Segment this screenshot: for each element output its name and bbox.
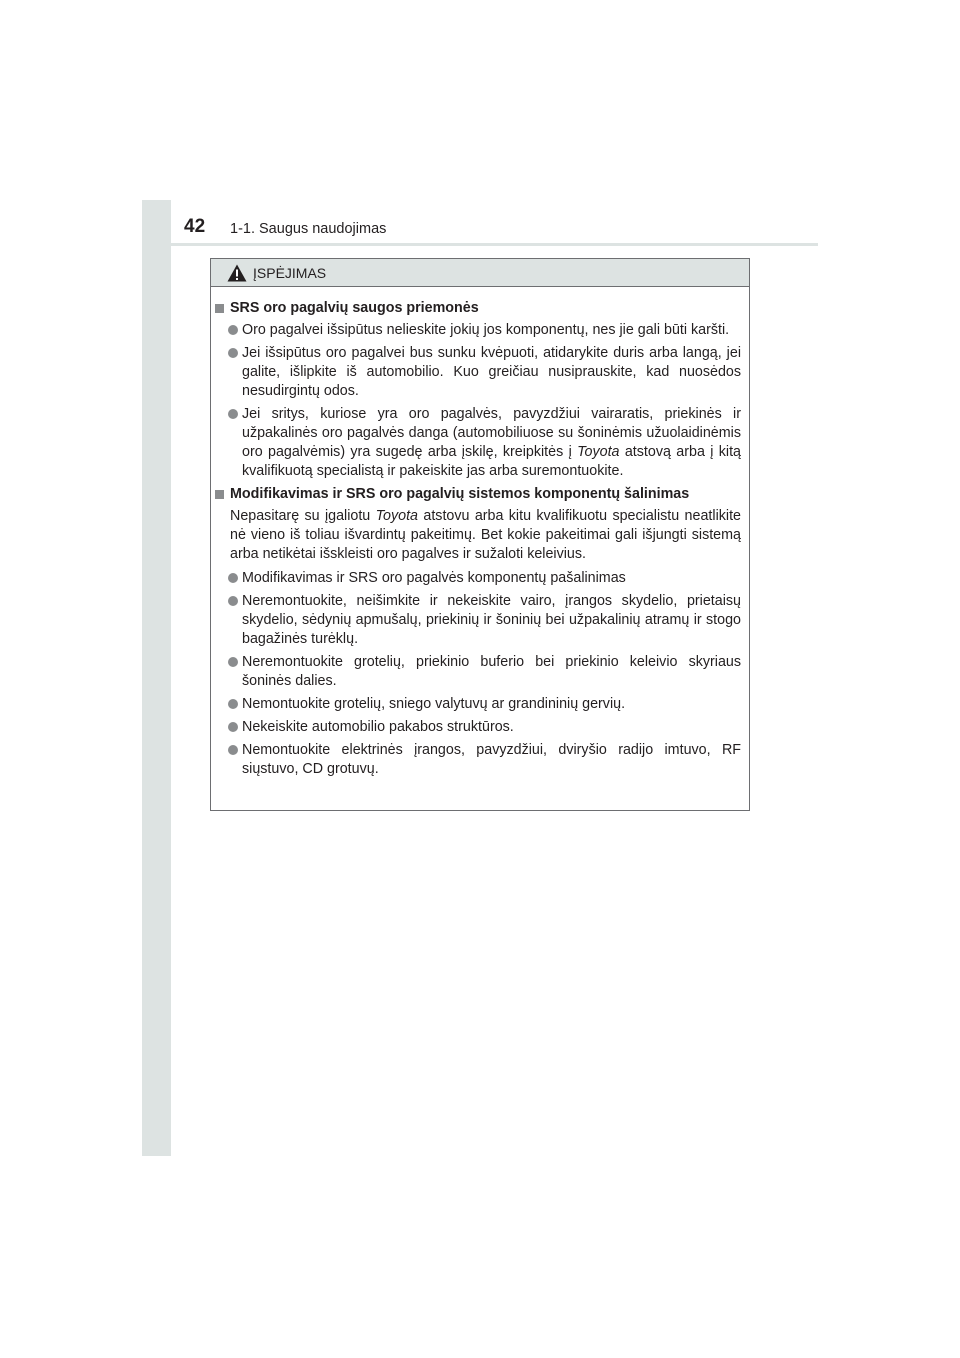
page-number: 42	[184, 216, 206, 237]
header-rule	[171, 243, 818, 246]
list-item: Jei sritys, kuriose yra oro pagalvės, pavyzdžiui vairaratis, priekinės ir užpakalinės oro pagalvės danga (automobiliuose su šoninėmis užuolaidinėmis oro pagalvėmis) yra sugedę arba įskilę, kreipkitės į Toyota atstovą arba į kitą kvalifikuotą specialistą ir pakeiskite jas arba suremontuokite.	[211, 405, 741, 481]
list-item: Neremontuokite, neišimkite ir nekeiskite vairo, įrangos skydelio, prietaisų skydelio, sėdynių apmušalų, priekinių ir šoninių bei užpakalinių atramų ir stogo bagažinės turėklų.	[211, 592, 741, 649]
topic-heading-text: Modifikavimas ir SRS oro pagalvių sistemos komponentų šalinimas	[230, 486, 690, 502]
page-side-tab	[142, 200, 171, 1156]
round-bullet-icon	[228, 699, 238, 709]
section-title: 1-1. Saugus naudojimas	[230, 221, 387, 237]
topic-heading-text: SRS oro pagalvių saugos priemonės	[230, 300, 479, 316]
warning-box	[210, 258, 750, 811]
list-item: Nemontuokite grotelių, sniego valytuvų ar grandininių gervių.	[211, 695, 741, 714]
round-bullet-icon	[228, 573, 238, 583]
list-item: Oro pagalvei išsipūtus nelieskite jokių jos komponentų, nes jie gali būti karšti.	[211, 321, 741, 340]
list-item: Modifikavimas ir SRS oro pagalvės komponentų pašalinimas	[211, 569, 741, 588]
round-bullet-icon	[228, 348, 238, 358]
round-bullet-icon	[228, 722, 238, 732]
list-item: Jei išsipūtus oro pagalvei bus sunku kvėpuoti, atidarykite duris arba langą, jei galite, išlipkite iš automobilio. Kuo greičiau nusiprauskite, kad nuosėdos nesudirgintų odos.	[211, 344, 741, 401]
brand-name: Toyota	[375, 508, 419, 524]
warning-header	[211, 259, 749, 287]
round-bullet-icon	[228, 325, 238, 335]
list-item: Nemontuokite elektrinės įrangos, pavyzdžiui, dviryšio radijo imtuvo, RF siųstuvo, CD grotuvų.	[211, 741, 741, 779]
brand-name: Toyota	[577, 444, 620, 460]
list-item: Nekeiskite automobilio pakabos struktūros.	[211, 718, 741, 737]
warning-title: ĮSPĖJIMAS	[253, 265, 327, 281]
square-bullet-icon	[215, 304, 224, 313]
list-item: Neremontuokite grotelių, priekinio buferio bei priekinio keleivio skyriaus šoninės dalies.	[211, 653, 741, 691]
paragraph: Nepasitarę su įgaliotu Toyota atstovu arba kitu kvalifikuotu specialistu neatlikite nė vieno iš toliau išvardintų pakeitimų. Bet kokie pakeitimai gali išjungti sistemą arba netikėtai išskleisti oro pagalves ir sužaloti keleivius.	[230, 508, 741, 562]
topic-heading	[211, 299, 741, 318]
warning-triangle-icon	[227, 264, 247, 282]
round-bullet-icon	[228, 596, 238, 606]
round-bullet-icon	[228, 409, 238, 419]
round-bullet-icon	[228, 657, 238, 667]
warning-body	[211, 299, 749, 783]
round-bullet-icon	[228, 745, 238, 755]
square-bullet-icon	[215, 490, 224, 499]
topic-heading	[211, 485, 741, 504]
